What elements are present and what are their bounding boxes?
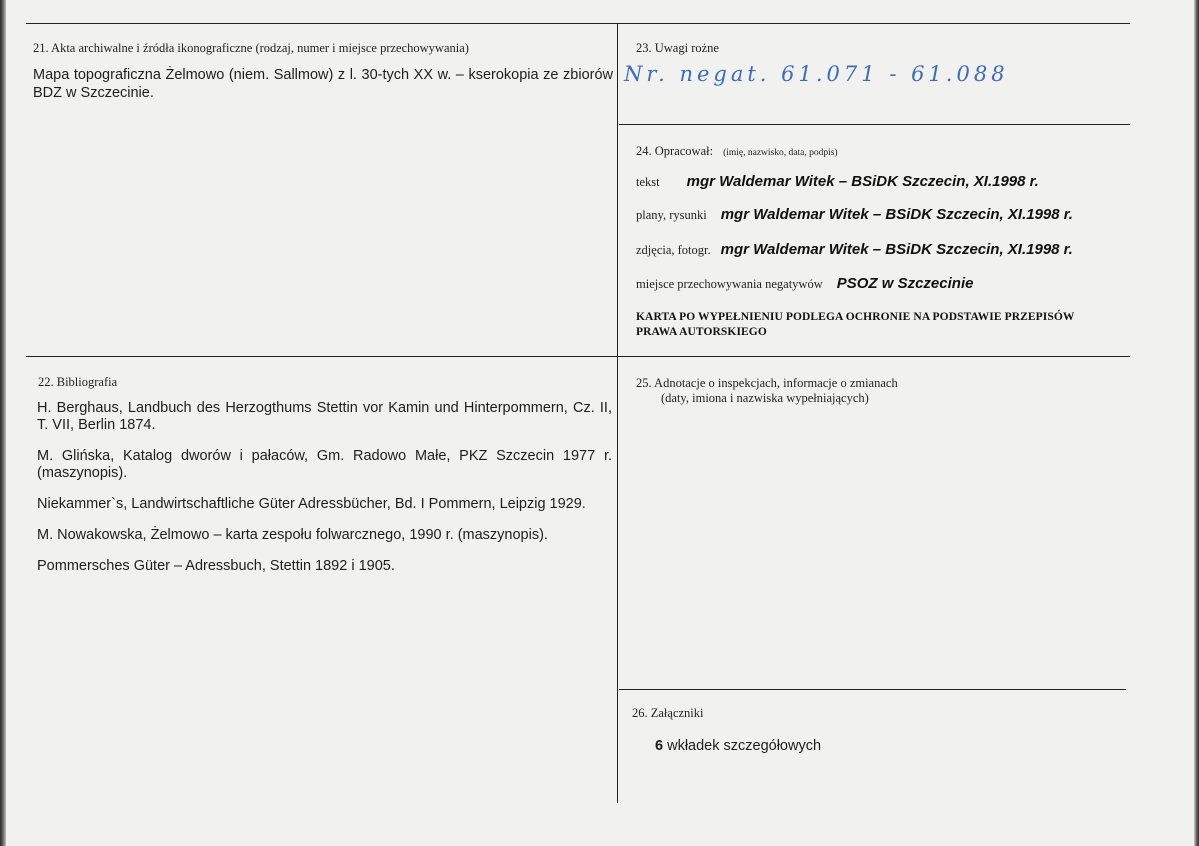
author-row-text [636,173,1039,191]
bibliography-entry: H. Berghaus, Landbuch des Herzogthums Stettin vor Kamin und Hinterpommern, Cz. II, T. VII, Berlin 1874. [37,400,612,433]
author-row-plans [636,206,1073,224]
author-row-label: zdjęcia, fotogr. [636,243,711,257]
section-24-subtitle: (imię, nazwisko, data, podpis) [723,148,838,158]
scan-edge-left [0,0,6,846]
author-row-label: plany, rysunki [636,208,707,222]
bibliography-entry: Pommersches Güter – Adressbuch, Stettin 1892 i 1905. [37,558,395,574]
attachments-summary [655,738,821,754]
author-row-value: PSOZ w Szczecinie [836,275,974,292]
section-26-title: 26. Załączniki [632,706,704,720]
scan-edge-right [1194,0,1199,846]
author-row-value: mgr Waldemar Witek – BSiDK Szczecin, XI.1998 r. [720,206,1073,223]
rule-23-24 [619,124,1130,125]
bibliography-entry: M. Glińska, Katalog dworów i pałaców, Gm. Radowo Małe, PKZ Szczecin 1977 r. (maszynopis). [37,448,612,481]
author-row-value: mgr Waldemar Witek – BSiDK Szczecin, XI.1998 r. [720,241,1073,258]
section-25-title: 25. Adnotacje o inspekcjach, informacje o zmianach [636,376,898,390]
author-row-label: tekst [636,175,660,189]
section-24-header [636,142,838,160]
top-rule [26,23,1130,24]
section-25-subtitle: (daty, imiona i nazwiska wypełniających) [661,391,869,405]
bibliography-list [37,400,612,589]
copyright-notice-line2: PRAWA AUTORSKIEGO [636,326,767,338]
middle-rule [26,356,1130,357]
section-23-title: 23. Uwagi rożne [636,41,719,55]
section-21-text: Mapa topograficzna Żelmowo (niem. Sallmow) z l. 30-tych XX w. – kserokopia ze zbiorów BDZ w Szczecinie. [33,67,613,101]
section-25-header [636,376,898,406]
author-row-value: mgr Waldemar Witek – BSiDK Szczecin, XI.1998 r. [686,173,1039,190]
section-21-title: 21. Akta archiwalne i źródła ikonograficzne (rodzaj, numer i miejsce przechowywania) [33,41,469,55]
author-row-label: miejsce przechowywania negatywów [636,277,823,291]
bibliography-entry: Niekammer`s, Landwirtschaftliche Güter Adressbücher, Bd. I Pommern, Leipzig 1929. [37,496,586,512]
column-divider [617,23,618,803]
handwritten-negative-numbers: Nr. negat. 61.071 - 61.088 [624,62,1009,86]
section-24-title: 24. Opracował: [636,144,714,158]
copyright-notice [636,310,1075,340]
section-22-title: 22. Bibliografia [38,375,118,389]
bibliography-entry: M. Nowakowska, Żelmowo – karta zespołu folwarcznego, 1990 r. (maszynopis). [37,527,548,543]
copyright-notice-line1: KARTA PO WYPEŁNIENIU PODLEGA OCHRONIE NA PODSTAWIE PRZEPISÓW [636,311,1075,323]
author-row-photos [636,241,1073,259]
attachments-text: wkładek szczegółowych [663,738,822,754]
rule-25-26 [619,689,1126,690]
author-row-negatives [636,275,973,293]
attachments-count: 6 [655,738,664,754]
